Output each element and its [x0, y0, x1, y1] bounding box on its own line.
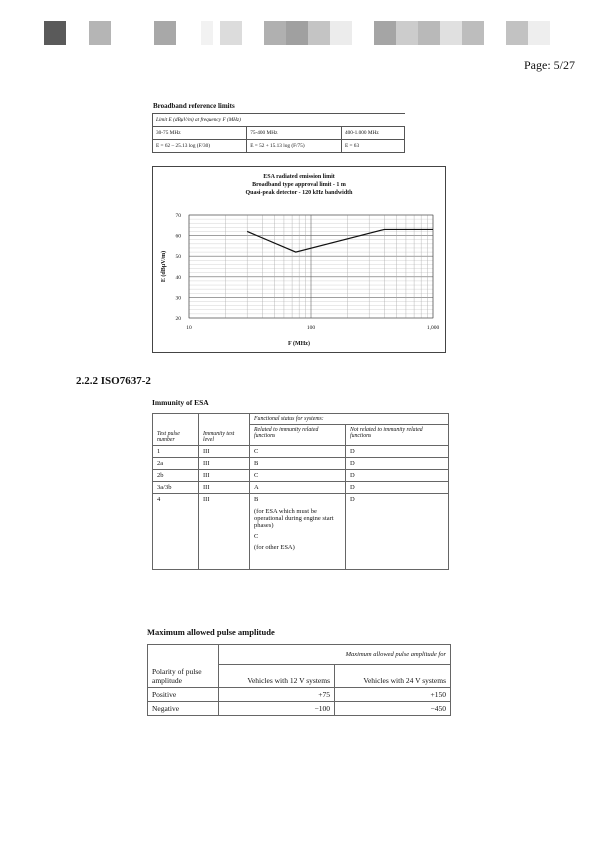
- status-note: (for other ESA): [254, 543, 295, 551]
- y-tick-label: 60: [175, 233, 181, 240]
- redaction-block: [154, 21, 176, 45]
- table-row: [153, 481, 449, 493]
- cell: A: [250, 481, 346, 493]
- cell: D: [346, 481, 449, 493]
- immunity-title: Immunity of ESA: [152, 398, 209, 407]
- redaction-block: [418, 21, 440, 45]
- cell: D: [346, 493, 449, 569]
- cell: C: [250, 469, 346, 481]
- y-tick-label: 50: [175, 254, 181, 261]
- x-tick-label: 10: [186, 325, 192, 331]
- redaction-block: [506, 21, 528, 45]
- cell: 2a: [153, 457, 199, 469]
- cell: +150: [335, 687, 451, 701]
- table-row: [148, 645, 451, 665]
- x-tick-label: 1,000: [426, 325, 440, 331]
- status-note: (for ESA which must be operational during engine start phases): [254, 507, 334, 529]
- table-row: [148, 701, 451, 715]
- cell: Negative: [148, 701, 219, 715]
- section-heading: 2.2.2 ISO7637-2: [76, 375, 151, 387]
- table-row: [148, 665, 451, 688]
- cell: B: [250, 457, 346, 469]
- table-row: [153, 493, 449, 569]
- table-row: [153, 127, 405, 140]
- col-header: Vehicles with 24 V systems: [335, 665, 451, 688]
- cell: III: [199, 493, 250, 569]
- redaction-block: [286, 21, 308, 45]
- y-tick-label: 40: [175, 274, 181, 281]
- table-row: [153, 414, 449, 425]
- redaction-block: [89, 21, 111, 45]
- chart-subtitle: Broadband type approval limit - 1 m: [252, 182, 346, 188]
- col-header: Immunity test level: [199, 425, 250, 446]
- x-tick-label: 100: [306, 325, 316, 331]
- redaction-block: [201, 21, 213, 45]
- redaction-block: [374, 21, 396, 45]
- chart-subtitle: Quasi-peak detector - 120 kHz bandwidth: [245, 190, 353, 196]
- redaction-block: [528, 21, 550, 45]
- range-cell: 400-1.000 MHz: [341, 127, 404, 140]
- formula-cell: E = 52 + 15.13 log (F/75): [247, 140, 342, 153]
- cell: 2b: [153, 469, 199, 481]
- broadband-limits-table: [152, 113, 405, 153]
- col-header: Test pulse number: [153, 425, 199, 446]
- emission-limit-chart: [152, 166, 446, 353]
- range-cell: 75-400 MHz: [247, 127, 342, 140]
- col-header: Related to immunity related functions: [250, 425, 346, 446]
- table-row: [153, 114, 405, 127]
- status-b: B: [254, 495, 259, 503]
- cell: D: [346, 457, 449, 469]
- cell: −450: [335, 701, 451, 715]
- redaction-block: [308, 21, 330, 45]
- redaction-block: [264, 21, 286, 45]
- pulse-amplitude-table: [147, 644, 451, 716]
- redaction-block: [396, 21, 418, 45]
- col-header: Not related to immunity related functions: [346, 425, 449, 446]
- broadband-title: Broadband reference limits: [153, 102, 235, 110]
- y-tick-label: 30: [175, 295, 181, 302]
- redaction-block: [44, 21, 66, 45]
- cell: Positive: [148, 687, 219, 701]
- range-cell: 30-75 MHz: [153, 127, 247, 140]
- table-row: [153, 445, 449, 457]
- page-number: Page: 5/27: [524, 58, 575, 72]
- cell: D: [346, 469, 449, 481]
- cell: [250, 493, 346, 569]
- formula-cell: E = 63: [341, 140, 404, 153]
- y-tick-label: 70: [175, 213, 181, 219]
- redaction-block: [440, 21, 462, 45]
- table-row: [148, 687, 451, 701]
- table-row: [153, 469, 449, 481]
- chart-svg: [153, 167, 445, 352]
- limit-line: [247, 229, 433, 252]
- group-header: Maximum allowed pulse amplitude for: [219, 645, 451, 665]
- cell: +75: [219, 687, 335, 701]
- cell: −100: [219, 701, 335, 715]
- redaction-block: [462, 21, 484, 45]
- redaction-block: [220, 21, 242, 45]
- cell: III: [199, 469, 250, 481]
- cell: 4: [153, 493, 199, 569]
- group-header: Functional status for systems:: [250, 414, 449, 425]
- cell: 3a/3b: [153, 481, 199, 493]
- col-header: Vehicles with 12 V systems: [219, 665, 335, 688]
- cell: C: [250, 445, 346, 457]
- cell: III: [199, 481, 250, 493]
- status-c: C: [254, 532, 259, 540]
- x-axis-label: F (MHz): [288, 341, 310, 347]
- table-row: [153, 457, 449, 469]
- cell: 1: [153, 445, 199, 457]
- table-row: [153, 140, 405, 153]
- y-tick-label: 20: [175, 316, 181, 322]
- immunity-table: [152, 413, 449, 570]
- cell: III: [199, 457, 250, 469]
- col-header: Polarity of pulse amplitude: [148, 665, 219, 688]
- y-axis-label: E (dBμV/m): [161, 250, 167, 283]
- redaction-block: [330, 21, 352, 45]
- broadband-caption: Limit E (dBμV/m) at frequency F (MHz): [153, 114, 405, 127]
- cell: III: [199, 445, 250, 457]
- cell: D: [346, 445, 449, 457]
- chart-title: ESA radiated emission limit: [263, 174, 335, 180]
- pulse-amplitude-title: Maximum allowed pulse amplitude: [147, 627, 275, 637]
- table-row: [153, 425, 449, 446]
- formula-cell: E = 62 – 25.13 log (F/30): [153, 140, 247, 153]
